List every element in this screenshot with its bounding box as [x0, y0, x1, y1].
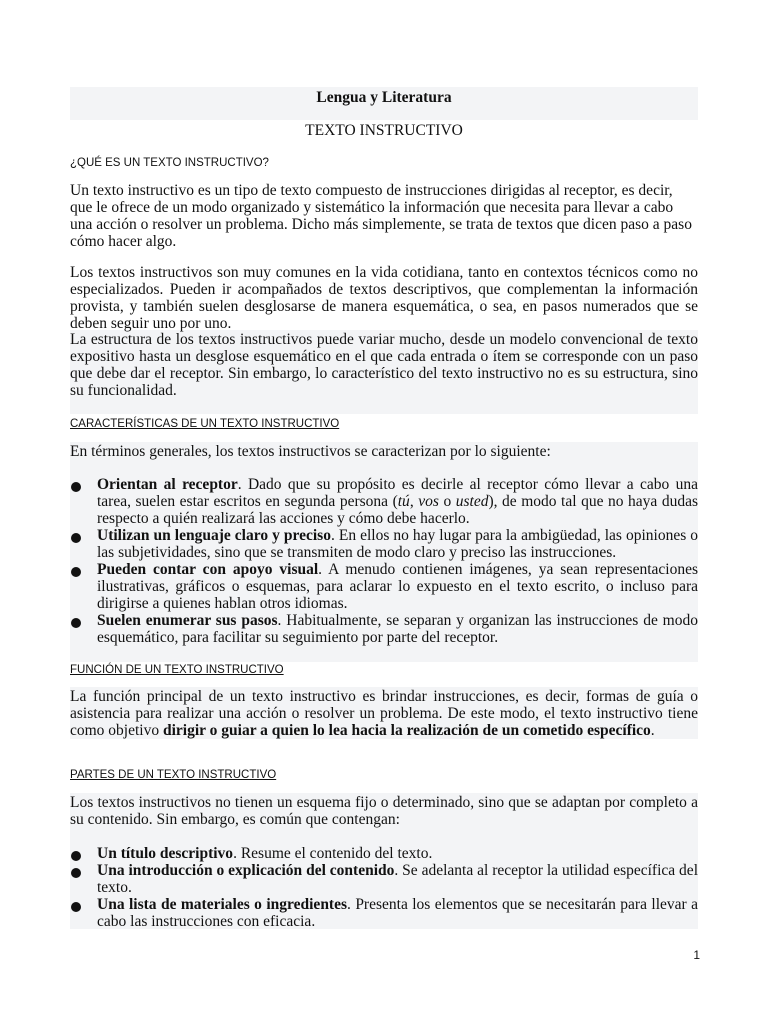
list-item: Orientan al receptor. Dado que su propósito es decirle al receptor cómo llevar a cabo una tarea, suelen estar escritos en segunda persona (tú, vos o usted), de modo tal que no haya dudas respecto a quién realizará las acciones y cómo debe hacerlo. [70, 476, 698, 527]
bullet-icon [71, 618, 81, 628]
document-subject: Lengua y Literatura [316, 89, 452, 106]
bullet-icon [71, 868, 81, 878]
parts-intro: Los textos instructivos no tienen un esquema fijo o determinado, sino que se adaptan por completo a su contenido. Sin embargo, es común que contengan: [70, 794, 698, 828]
paragraph-common-use: Los textos instructivos son muy comunes en la vida cotidiana, tanto en contextos técnicos como no especializados. Pueden ir acompañados de textos descriptivos, que complementan la información provista, y también suelen desglosarse de manera esquemática, o sea, en pasos numerados que se deben seguir uno por uno. [70, 264, 698, 332]
list-item: Una introducción o explicación del contenido. Se adelanta al receptor la utilidad específica del texto. [70, 862, 698, 896]
section-heading-characteristics: CARACTERÍSTICAS DE UN TEXTO INSTRUCTIVO [70, 418, 340, 430]
section-heading-parts: PARTES DE UN TEXTO INSTRUCTIVO [70, 769, 277, 781]
section-heading-function: FUNCIÓN DE UN TEXTO INSTRUCTIVO [70, 664, 284, 676]
list-item: Utilizan un lenguaje claro y preciso. En ellos no hay lugar para la ambigüedad, las opiniones o las subjetividades, sino que se transmiten de modo claro y preciso las instrucciones. [70, 527, 698, 561]
list-item: Una lista de materiales o ingredientes. Presenta los elementos que se necesitarán para llevar a cabo las instrucciones con eficacia. [70, 896, 698, 930]
document-title: TEXTO INSTRUCTIVO [305, 122, 463, 139]
bullet-icon [71, 482, 81, 492]
parts-list [70, 845, 698, 930]
paragraph-definition: Un texto instructivo es un tipo de texto compuesto de instrucciones dirigidas al receptor, es decir, que le ofrece de un modo organizado y sistemático la información que necesita para llevar a cabo una acción o resolver un problema. Dicho más simplemente, se trata de textos que dicen paso a paso cómo hacer algo. [70, 182, 692, 250]
bullet-icon [71, 902, 81, 912]
section-heading-what-is: ¿QUÉ ES UN TEXTO INSTRUCTIVO? [70, 157, 269, 169]
list-item: Pueden contar con apoyo visual. A menudo contienen imágenes, ya sean representaciones ilustrativas, gráficos o esquemas, para aclarar lo expuesto en el texto escrito, o incluso para dirigirse a quienes hablan otros idiomas. [70, 561, 698, 612]
bullet-icon [71, 533, 81, 543]
paragraph-structure: La estructura de los textos instructivos puede variar mucho, desde un modelo convencional de texto expositivo hasta un desglose esquemático en el que cada entrada o ítem se corresponde con un paso que debe dar el receptor. Sin embargo, lo característico del texto instructivo no es su estructura, sino su funcionalidad. [70, 331, 698, 399]
function-paragraph: La función principal de un texto instructivo es brindar instrucciones, es decir, formas de guía o asistencia para realizar una acción o resolver un problema. De este modo, el texto instructivo tiene como objetivo dirigir o guiar a quien lo lea hacia la realización de un cometido específico. [70, 688, 698, 739]
list-item: Un título descriptivo. Resume el contenido del texto. [70, 845, 698, 862]
characteristics-intro: En términos generales, los textos instructivos se caracterizan por lo siguiente: [70, 443, 551, 460]
bullet-icon [71, 567, 81, 577]
bullet-icon [71, 851, 81, 861]
characteristics-list [70, 476, 698, 646]
page-number: 1 [693, 948, 700, 962]
list-item: Suelen enumerar sus pasos. Habitualmente, se separan y organizan las instrucciones de modo esquemático, para facilitar su seguimiento por parte del receptor. [70, 612, 698, 646]
